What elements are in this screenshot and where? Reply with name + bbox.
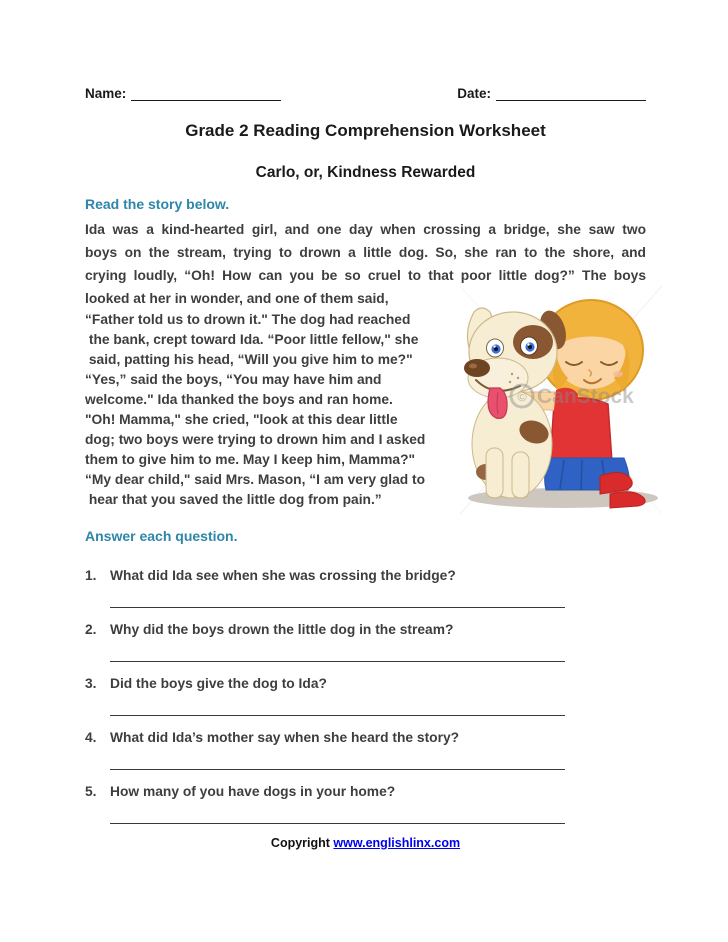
- name-blank-line: [131, 87, 281, 101]
- question-item-5: [85, 783, 646, 824]
- question-number: 3.: [85, 676, 97, 691]
- question-item-1: [85, 567, 646, 608]
- story-title: Carlo, or, Kindness Rewarded: [255, 164, 476, 181]
- girl-hugging-dog-illustration: [460, 286, 662, 514]
- story-line: “Yes,” said the boys, “You may have him and: [85, 372, 382, 387]
- watermark-text: CanStock: [537, 385, 634, 408]
- answer-blank-line: [110, 692, 565, 716]
- story-line: hear that you saved the little dog from pain.”: [85, 492, 382, 507]
- story-line: “Father told us to drown it." The dog had reached: [85, 312, 411, 327]
- question-text: How many of you have dogs in your home?: [110, 784, 396, 799]
- answer-blank-line: [110, 584, 565, 608]
- copyright-label: Copyright: [270, 836, 334, 850]
- story-line: Ida was a kind-hearted girl, and one day when crossing a bridge, she saw two: [85, 222, 646, 237]
- story-line: crying loudly, “Oh! How can you be so cruel to that poor little dog?” The boys: [85, 268, 646, 283]
- question-text: Why did the boys drown the little dog in the stream?: [110, 622, 454, 637]
- question-item-4: [85, 729, 646, 770]
- date-field: [457, 86, 646, 101]
- englishlinx-link[interactable]: www.englishlinx.com: [333, 836, 461, 850]
- question-number: 2.: [85, 622, 97, 637]
- story-line: them to give him to me. May I keep him, Mamma?": [85, 452, 416, 467]
- footer: [85, 836, 646, 850]
- questions-list: [85, 567, 646, 824]
- read-story-heading: Read the story below.: [85, 196, 230, 212]
- answer-blank-line: [110, 746, 565, 770]
- worksheet-title: Grade 2 Reading Comprehension Worksheet: [185, 121, 546, 140]
- answer-blank-line: [110, 800, 565, 824]
- question-text: Did the boys give the dog to Ida?: [110, 676, 327, 691]
- story-line: dog; two boys were trying to drown him and I asked: [85, 432, 426, 447]
- date-label: Date:: [457, 86, 491, 101]
- story-line: the bank, crept toward Ida. “Poor little fellow," she: [85, 332, 419, 347]
- question-text: What did Ida’s mother say when she heard the story?: [110, 730, 460, 745]
- date-blank-line: [496, 87, 646, 101]
- question-item-2: [85, 621, 646, 662]
- question-item-3: [85, 675, 646, 716]
- question-number: 1.: [85, 568, 97, 583]
- story-line: "Oh! Mamma," she cried, "look at this dear little: [85, 412, 398, 427]
- story-line: “My dear child," said Mrs. Mason, “I am very glad to: [85, 472, 426, 487]
- story-line: looked at her in wonder, and one of them said,: [85, 291, 389, 306]
- answer-questions-heading: Answer each question.: [85, 528, 238, 544]
- story-line: said, patting his head, “Will you give him to me?": [85, 352, 413, 367]
- header-row: [85, 86, 646, 101]
- question-text: What did Ida see when she was crossing the bridge?: [110, 568, 456, 583]
- story-line: welcome." Ida thanked the boys and ran home.: [85, 392, 393, 407]
- name-field: [85, 86, 281, 101]
- story-paragraph-narrow-column: [85, 310, 460, 510]
- question-number: 5.: [85, 784, 97, 799]
- answer-blank-line: [110, 638, 565, 662]
- name-label: Name:: [85, 86, 127, 101]
- question-number: 4.: [85, 730, 97, 745]
- story-wrap-section: [85, 310, 646, 514]
- girl-hugging-dog-image: [460, 286, 662, 514]
- story-line: boys on the stream, trying to drown a little dog. So, she ran to the shore, and: [85, 245, 646, 260]
- watermark-symbol: ©: [517, 389, 527, 404]
